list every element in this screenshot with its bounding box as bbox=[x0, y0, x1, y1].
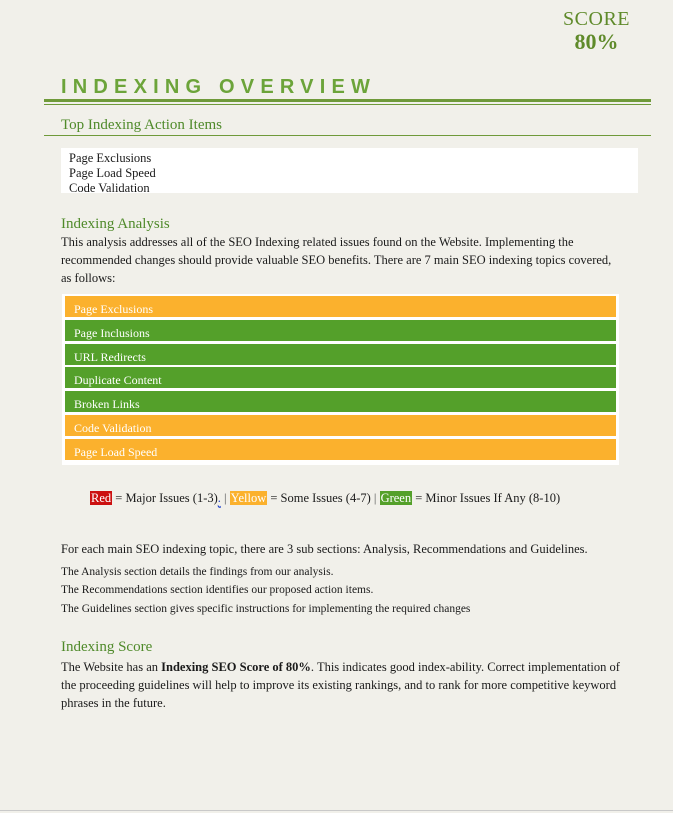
score-label: SCORE bbox=[563, 8, 630, 30]
topic-row: Page Load Speed bbox=[65, 439, 616, 460]
title-rule bbox=[44, 99, 651, 102]
legend-green-text: = Minor Issues If Any (8-10) bbox=[412, 491, 561, 505]
legend-red-tag: Red bbox=[91, 491, 112, 505]
page-bottom-rule bbox=[0, 810, 673, 811]
action-item: Code Validation bbox=[69, 181, 150, 195]
score-text-before: The Website has an bbox=[61, 660, 162, 674]
indexing-score-text bbox=[61, 658, 621, 712]
analysis-heading: Indexing Analysis bbox=[61, 216, 170, 232]
legend-green-tag: Green bbox=[380, 491, 412, 505]
action-item: Page Exclusions bbox=[69, 151, 152, 165]
analysis-intro: This analysis addresses all of the SEO Indexing related issues found on the Website. Implementing the recommended changes should provide valuable SEO benefits. There are 7 main SEO indexing topics covered, as follows: bbox=[61, 235, 612, 285]
topic-row: Page Exclusions bbox=[65, 296, 616, 317]
indexing-score-heading: Indexing Score bbox=[61, 639, 153, 655]
topic-row: Broken Links bbox=[65, 391, 616, 412]
legend-red-text: = Major Issues (1-3) bbox=[112, 491, 218, 505]
legend-yellow-tag: Yellow bbox=[230, 491, 267, 505]
subsection-line: The Analysis section details the findings from our analysis. bbox=[61, 566, 334, 578]
legend-pipe: | bbox=[373, 491, 380, 505]
action-items-heading: Top Indexing Action Items bbox=[61, 117, 223, 133]
subsections-intro: For each main SEO indexing topic, there are 3 sub sections: Analysis, Recommendations and Guidelines. bbox=[61, 542, 588, 556]
topic-row: Page Inclusions bbox=[65, 320, 616, 341]
action-item: Page Load Speed bbox=[69, 166, 156, 180]
subsection-line: The Guidelines section gives specific instructions for implementing the required changes bbox=[61, 603, 471, 615]
topic-row: URL Redirects bbox=[65, 344, 616, 365]
page-title: INDEXING OVERVIEW bbox=[61, 76, 377, 98]
score-box bbox=[563, 8, 630, 54]
legend-pipe: | bbox=[220, 491, 230, 505]
action-items-rule bbox=[44, 135, 651, 136]
topic-row: Code Validation bbox=[65, 415, 616, 436]
topic-row: Duplicate Content bbox=[65, 367, 616, 388]
action-items-list bbox=[61, 148, 638, 193]
legend-red-sep: . bbox=[217, 491, 221, 505]
status-legend bbox=[90, 489, 560, 507]
topics-list bbox=[62, 294, 619, 465]
legend-yellow-text: = Some Issues (4-7) bbox=[267, 491, 374, 505]
subsection-line: The Recommendations section identifies our proposed action items. bbox=[61, 584, 374, 596]
score-text-bold: Indexing SEO Score of 80% bbox=[161, 660, 311, 674]
score-text-after: . This indicates good index-ability. Correct implementation of the proceeding guidelines will help to improve its existing rankings, and to rank for more competitive keyword phrases in the future. bbox=[61, 660, 620, 710]
score-value: 80% bbox=[574, 29, 619, 54]
title-rule-thin bbox=[44, 104, 651, 105]
